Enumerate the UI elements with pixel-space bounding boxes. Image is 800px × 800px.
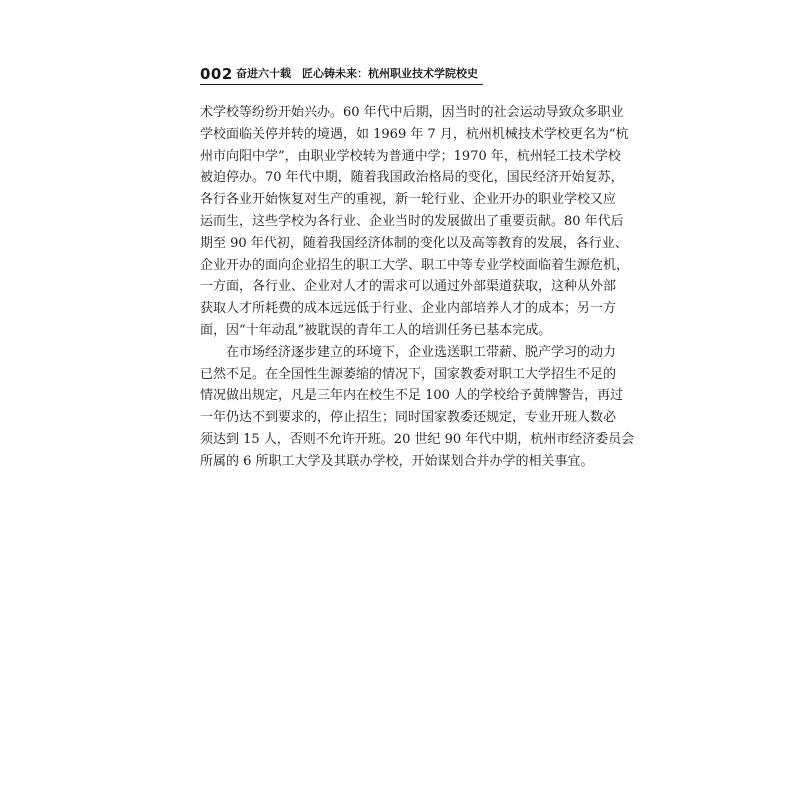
text-line: 各行各业开始恢复对生产的重视，新一轮行业、企业开办的职业学校又应 xyxy=(200,192,617,208)
text-line: 获取人才所耗费的成本远远低于行业、企业内部培养人才的成本；另一方 xyxy=(200,301,617,317)
text-line: 已然不足。在全国性生源萎缩的情况下，国家教委对职工大学招生不足的 xyxy=(200,366,617,382)
paragraph xyxy=(200,102,630,342)
text-line: 须达到 15 人，否则不允许开班。20 世纪 90 年代中期，杭州市经济委员会 xyxy=(200,431,635,447)
text-line: 所属的 6 所职工大学及其联办学校，开始谋划合并办学的相关事宜。 xyxy=(200,453,594,469)
text-line: 被迫停办。70 年代中期，随着我国政治格局的变化，国民经济开始复苏， xyxy=(200,170,624,186)
text-line: 学校面临关停并转的境遇，如 1969 年 7 月，杭州机械技术学校更名为“杭 xyxy=(200,126,629,142)
body-text xyxy=(200,102,635,473)
text-line: 一方面，各行业、企业对人才的需求可以通过外部渠道获取，这种从外部 xyxy=(200,279,617,295)
text-line: 情况做出规定，凡是三年内在校生不足 100 人的学校给予黄牌警告，再过 xyxy=(200,388,624,404)
text-line: 运而生，这些学校为各行业、企业当时的发展做出了重要贡献。80 年代后 xyxy=(200,213,624,229)
paragraph xyxy=(200,342,635,473)
page-header xyxy=(200,64,483,85)
text-line: 术学校等纷纷开始兴办。60 年代中后期，因当时的社会运动导致众多职业 xyxy=(200,105,624,120)
page-number: 002 xyxy=(200,65,233,83)
text-line: 一年仍达不到要求的，停止招生；同时国家教委还规定，专业开班人数必 xyxy=(200,410,617,426)
text-line: 期至 90 年代初，随着我国经济体制的变化以及高等教育的发展，各行业、 xyxy=(200,235,628,251)
text-line: 州市向阳中学”，由职业学校转为普通中学；1970 年，杭州轻工技术学校 xyxy=(200,148,621,164)
text-line: 企业开办的面向企业招生的职工大学、职工中等专业学校面临着生源危机， xyxy=(200,257,630,273)
text-line: 面，因“十年动乱”被耽误的青年工人的培训任务已基本完成。 xyxy=(200,322,552,338)
text-line: 在市场经济逐步建立的环境下，企业选送职工带薪、脱产学习的动力 xyxy=(226,344,617,360)
running-title: 奋进六十载 匠心铸未来：杭州职业技术学院校史 xyxy=(236,67,478,80)
